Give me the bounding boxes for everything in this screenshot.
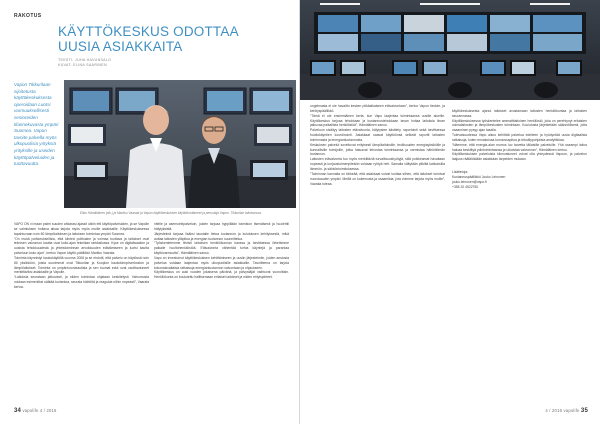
body-column-2: nitelle ja asemointipalveluin, joiden tarjoaa hyppillään toimiston itsenäisesti ja huolehtii hälytyksistä. Järjestelmä tarjoaa lisäksi taustalle tietoa tuotannon ja kulutuksen kehityksestä, mikä auttaa laitosten ylläpitoa ja energian tuotannon suunnittelua. “Työskentelemme tiiviisti laitoksen henkilökunnan kanssa ja tarvittaessa lähetämme paikalle huoltohenkilöstöä. Etävalvonta vähentää turhia käyntejä ja parantaa käyttövarmuutta”, Hämäläinen sanoo. Vapo on investoinut käyttökeskuksen kehittämiseen ja uusiin järjestelmiin, joiden ansiosta palvelua voidaan laajentaa myös ulkopuolisille asiakkaille. Tavoitteena on tarjota kokonaisvaltaisia ratkaisuja energiantuotannon valvontaan ja ohjaukseen. Käyttökeskus on auki vuoden jokaisena päivänä, ja päivystäjät vaihtuvat vuoroittain. Henkilökunta on koulutettu hallitsemaan erilaiset laitokset ja niiden erityispiirteet. (154, 222, 289, 280)
lead-paragraph: Vapon Tikkurilaan sijoitetusta käyttökeskuksesta operoidaan Luotsi varmuuksellisesti senioreiden tilannekuvasta ympäri Suomea. Vapon tavoite palvella myös ulkopuolisia yrityksiä yrityksille ja useiden käyttöpalveluiden ja tuottavuutta. (14, 82, 59, 167)
right-page (300, 0, 600, 424)
body-column-1: VAPO ON vi maan paimi suuden ahkarasi ajassit oikiin etti käyttöpalveluiden, ja se Vapolle se valmiuksen hoitava alkaa tarjota myös myös muille asiakkaille. Käyttökeskuksessa tapahtuvaan noin 80 lämpölaitoksen ja laitoksen toimintaa ympäri Suomea. “On mukä poikkeuksellisia, että kiinteä polttoaine ja voimaa tuottava ja laitokset ovat teknisen valvomon kautta ovat koko-ajan tekniikan tarkkailussa. Kyse on digitalisaation ja uusista tehokkuudesta ja yhteistoiminnan arvokkuuden edistämiseen ja luotsi kautta palveluun koko ajan”, kertoo Vapon käyttö-päällikkö Markku Vaarala. Toiminta käynnistyi kaukokäytöllä vuonna 2008 ja se ehdotti, että palvelu on käytössä noin 80 yksikköön, joista suurimmat ovat Tikkurilan ja Kuopion kaukolämpöverkoston ja lämpölaitokset. Toiminta on ympärivuorokautista ja sen tuomat edut ovat osoittautuneet merkittäviksi asiakkaille ja Vapolle. “Laitoksia seurataan jatkuvasti, ja niiden toimintaa ohjataan keskitetysti. Valvomosta voidaan esimerkiksi säätää tuotantoa, seurata häiriöitä ja reagoida niihin nopeasti”, Vaarala kertoo. (14, 222, 149, 289)
photo-illustration (64, 80, 296, 208)
control-room-illustration (300, 0, 600, 100)
article-title (58, 24, 239, 54)
byline-text: TEKSTI: JUHA HAVUNSALO (58, 58, 112, 62)
page-number-right: 35 (580, 408, 588, 414)
right-footer (545, 408, 588, 414)
section-kicker: RAKOTUS (14, 13, 42, 19)
title-line-2: UUSIA ASIAKKAITA (58, 39, 183, 54)
title-line-1: KÄYTTÖKESKUS ODOTTAA (58, 24, 239, 39)
magazine-issue-left: vapolife 4 / 2016 (22, 408, 57, 413)
page-number-left: 34 (14, 408, 22, 414)
byline-photos: KUVAT: ELINA SAARINEN (58, 63, 107, 67)
control-room-portrait-photo (64, 80, 296, 208)
photo-caption: Eliko Hämäläinen (oik.) ja Markku Vaarala ja Vapon käyttökeskuksen käyttöönottaneet ja perustaja Vapon. Tikkurilan laitoksessa. (80, 211, 262, 215)
left-footer (14, 408, 57, 414)
body-column-4-text: käyttökeskuksesta ajanut laitokset avustamaan laitosten henkilökuntaa ja laitosten seurannassa. Käyttökeskuksessa työskentelee ammattitaitoinen henkilöstö, joka on perehtynyt erilaisten voimalaitosten ja lämpökeskusten toimintaan. Koulutusta järjestetään säännöllisesti, jotta osaaminen pysyy ajan tasalla. Tulevaisuudessa Vapo aikoo kehittää palvelua edelleen ja hyödyntää uusia digitaalisia ratkaisuja, kuten ennakoivaa kunnossapitoa ja tekoälypohjaista analytiikkaa. “Näemme, että energia-alan murros luo tarvetta tällaisille palveluille. Yhä useampi laitos haluaa keskittyä ydintoimintaansa ja ulkoistaa valvonnan”, Hämäläinen kertoo. Käyttökeskuksen palveluista kiinnostuneet voivat olla yhteydessä Vapoon, ja palvelun laajuus räätälöidään asiakkaan tarpeiden mukaan. (452, 108, 587, 162)
magazine-issue-right: 4 / 2016 vapolife (545, 408, 580, 413)
control-room-wide-photo (300, 0, 600, 100)
byline (58, 58, 111, 68)
contact-info: Lisätietoja: Kustannuspäällikkö Jouko Leinonen jouko.leinonen@vapo.fi +358 20 4522750 (452, 169, 506, 189)
body-column-3: ongelmasta ei ole havaittu kesken pitkäaikaiseen etävalvontaan”, kertoo Vapon tiedote- ja kehityspäällikkö. “Tämä ei ole ensimmäinen kerta, kun Vapo laajentaa toimintaansa uusille alueille. Käyttökeskus tarjoaa tehokkaan ja kustannustehokkaan tavan hoitaa laitoksia ilman jatkuvaa paikallista henkilöstöä”, Hämäläinen sanoo. Palveluun sisältyy laitosten etävalvonta, hälytysten käsittely, raportointi sekä tarvittaessa huoltokäyntien koordinointi. Asiakkaat saavat käyttöönsä selkeät raportit laitosten toiminnasta ja energiantuotannosta. Keskuksen palvelut soveltuvat erityisesti lämpölaitoksille, teollisuuden energiayksiköille ja kunnallisille toimijoille, jotka haluavat tehostaa toimintaansa ja varmistaa häiriöttömän tuotannon. Laitosten etävalvonta tuo myös merkittäviä turvallisuushyötyjä, sillä poikkeamat havaitaan nopeasti ja korjaustoimenpiteisiin voidaan ryhtyä heti. Samalla vältytään pitkiltä katkoksilta lämmön- ja sähköntoimituksessa. “Toiminnan kannalta on tärkeää, että asiakkaat voivat luottaa siihen, että laitokset toimivat vuorokauden ympäri. Meillä on kokemusta ja osaamista, jota voimme tarjota myös muille”, Vaarala toteaa. (310, 104, 445, 186)
body-column-4 (452, 104, 587, 394)
